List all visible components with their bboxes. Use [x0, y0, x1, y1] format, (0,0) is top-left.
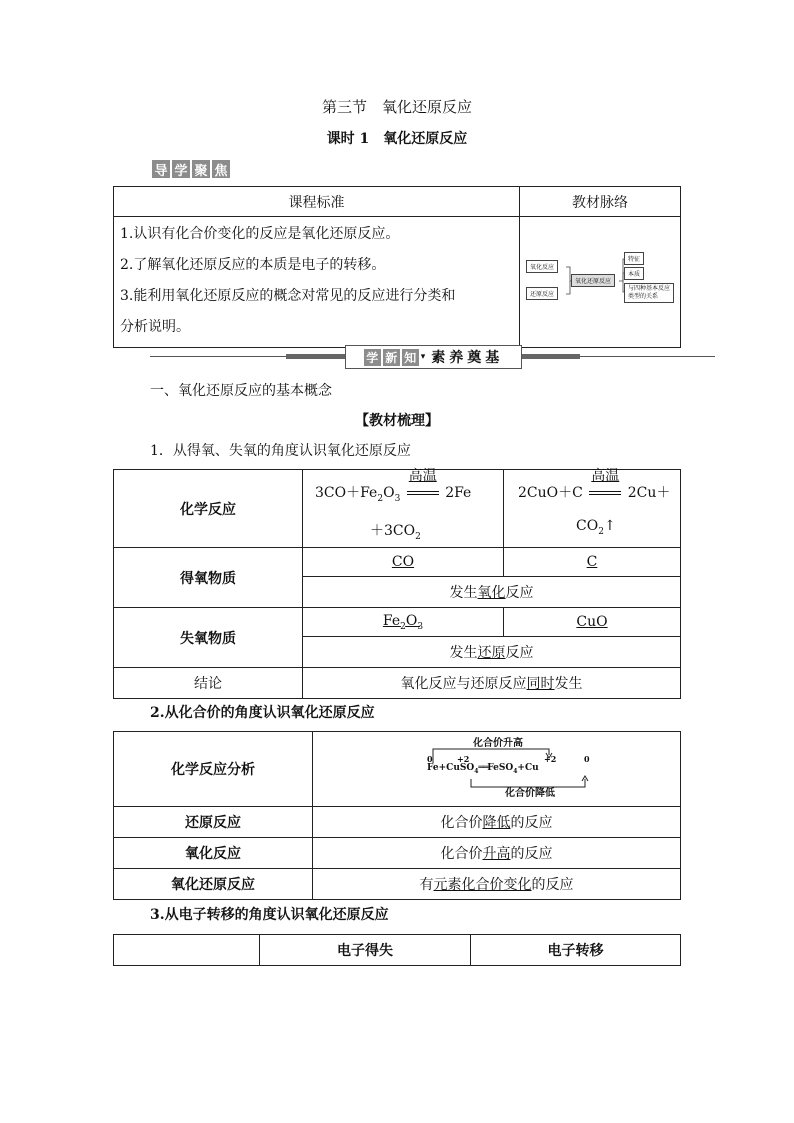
lose-a-sub: 3 [417, 621, 424, 632]
eq2-right: 2Cu＋ [627, 485, 671, 501]
q2-redox-def [313, 869, 681, 900]
lose-a-mid: O [405, 612, 418, 629]
eq1-left: 3CO＋Fe [315, 485, 378, 501]
part1-heading: 一、氧化还原反应的基本概念 [150, 383, 332, 399]
q2-reduction-def [313, 807, 681, 838]
eq1-line2-sub: 2 [415, 531, 421, 542]
q2-analysis-label: 化学反应分析 [114, 732, 313, 807]
q2-reduction-label: 还原反应 [114, 807, 313, 838]
redox-def-pre: 有 [419, 877, 434, 893]
q3-heading: 3.从电子转移的角度认识氧化还原反应 [150, 907, 389, 923]
diagram-relation-line1: 与四种基本反应 [628, 285, 671, 292]
q2-oxidation-label: 氧化反应 [114, 838, 313, 869]
q3-empty-header [114, 935, 260, 966]
banner-bar-left [286, 354, 346, 359]
q1-gain-a: CO [303, 548, 504, 577]
q1-equation-2 [504, 470, 681, 548]
gain-note-pre: 发生 [449, 585, 478, 601]
valence-equation: Fe+CuSO$_4$══FeSO$_4$+Cu [427, 763, 539, 775]
valence-eq-sub: 4 [474, 767, 479, 775]
diagram-essence: 本质 [624, 267, 644, 280]
banner-bar-right [522, 354, 580, 359]
diagram-oxidation: 氧化反应 [526, 260, 558, 273]
q1-conclusion-label: 结论 [114, 668, 303, 699]
valence-fe-right: +2 [544, 754, 557, 764]
standard-item: 3.能利用氧化还原反应的概念对常见的反应进行分类和 [120, 288, 456, 304]
q3-table [113, 934, 681, 966]
eq1-mid: O [383, 485, 395, 501]
reduction-def-answer: 降低 [482, 815, 511, 831]
eq2-condition [587, 468, 623, 501]
valence-fe-left: 0 [427, 754, 433, 764]
eq1-right: 2Fe [445, 485, 472, 501]
eq2-line2: CO [576, 518, 599, 534]
valence-cu-left: +2 [457, 754, 470, 764]
eq1-condition-text: 高温 [408, 468, 437, 484]
valence-cu-right: 0 [584, 754, 590, 764]
context-header: 教材脉络 [520, 187, 681, 217]
banner-badge-zhi: 知 [402, 349, 419, 366]
q1-gain-note [303, 577, 681, 608]
q2-table [113, 731, 681, 900]
conclusion-post: 发生 [554, 676, 583, 692]
gain-note-post: 反应 [505, 585, 534, 601]
context-diagram [520, 217, 681, 348]
valence-eq-end: +Cu [517, 763, 539, 773]
banner-badge-xin: 新 [383, 349, 400, 366]
q1-reaction-label: 化学反应 [114, 470, 303, 548]
valence-up-label: 化合价升高 [473, 738, 523, 749]
redox-def-answer: 元素化合价变化 [433, 877, 532, 893]
badge-ju: 聚 [192, 160, 210, 178]
q2-heading: 2.从化合价的角度认识氧化还原反应 [150, 705, 375, 721]
redox-def-post: 的反应 [531, 877, 574, 893]
q2-oxidation-def [313, 838, 681, 869]
oxidation-def-post: 的反应 [510, 846, 553, 862]
oxidation-def-answer: 升高 [482, 846, 511, 862]
diagram-redox: 氧化还原反应 [571, 274, 615, 287]
guide-badges [152, 160, 230, 178]
q2-valence-diagram [313, 732, 681, 807]
standard-item: 1.认识有化合价变化的反应是氧化还原反应。 [120, 226, 400, 242]
banner-box [345, 345, 522, 369]
standards-header: 课程标准 [114, 187, 520, 217]
badge-jiao: 焦 [212, 160, 230, 178]
conclusion-pre: 氧化反应与还原反应 [400, 676, 527, 692]
valence-eq-left: Fe+CuSO [427, 763, 475, 773]
q1-conclusion [303, 668, 681, 699]
conclusion-answer: 同时 [526, 676, 555, 692]
q1-heading: 1．从得氧、失氧的角度认识氧化还原反应 [150, 443, 411, 459]
q1-gain-label: 得氧物质 [114, 548, 303, 608]
standards-list [114, 217, 520, 348]
diagram-feature: 特征 [624, 252, 644, 265]
diagram-relation [624, 283, 674, 303]
valence-eq-sub: 4 [513, 767, 518, 775]
q1-lose-note [303, 637, 681, 668]
reduction-def-pre: 化合价 [440, 815, 483, 831]
q1-lose-b: CuO [504, 608, 681, 637]
q3-electron-gain-loss-header: 电子得失 [260, 935, 471, 966]
reduction-def-post: 的反应 [510, 815, 553, 831]
banner-title: 素养奠基 [431, 350, 504, 366]
eq1-condition [405, 468, 441, 501]
standard-item: 分析说明。 [120, 319, 190, 335]
badge-dao: 导 [152, 160, 170, 178]
gain-note-answer: 氧化 [477, 585, 506, 601]
lesson-title: 课时 1 氧化还原反应 [326, 131, 468, 147]
badge-xue: 学 [172, 160, 190, 178]
eq2-condition-text: 高温 [591, 468, 620, 484]
banner-badge-xue: 学 [364, 349, 381, 366]
q1-lose-label: 失氧物质 [114, 608, 303, 668]
diagram-reduction: 还原反应 [526, 287, 558, 300]
eq1-line2: ＋3CO [370, 522, 416, 539]
q1-equation-1 [303, 470, 504, 548]
lose-a-sub: 2 [400, 621, 406, 632]
oxidation-def-pre: 化合价 [440, 846, 483, 862]
q3-electron-transfer-header: 电子转移 [471, 935, 681, 966]
lose-note-answer: 还原 [477, 645, 506, 661]
q1-table [113, 469, 681, 699]
standard-item: 2.了解氧化还原反应的本质是电子的转移。 [120, 257, 386, 273]
eq1-sub: 3 [394, 493, 401, 504]
section-banner [150, 345, 715, 369]
diagram-relation-line2: 类型的关系 [628, 293, 659, 300]
lose-note-post: 反应 [505, 645, 534, 661]
part1-bracket-heading: 【教材梳理】 [355, 413, 439, 429]
eq2-line2-sub: 2 [598, 526, 604, 537]
standards-table [113, 186, 681, 348]
q1-gain-b: C [504, 548, 681, 577]
gas-arrow-icon: ↑ [603, 518, 616, 534]
lose-note-pre: 发生 [449, 645, 478, 661]
lose-a-pre: Fe [382, 612, 401, 629]
q1-lose-a [303, 608, 504, 637]
eq1-sub: 2 [377, 493, 384, 504]
section-title: 第三节 氧化还原反应 [321, 98, 472, 116]
eq2-left: 2CuO＋C [518, 485, 583, 501]
valence-eq-right: FeSO [487, 763, 514, 773]
q2-redox-label: 氧化还原反应 [114, 869, 313, 900]
banner-dot-icon: ▾ [420, 352, 426, 362]
valence-down-label: 化合价降低 [505, 788, 555, 799]
